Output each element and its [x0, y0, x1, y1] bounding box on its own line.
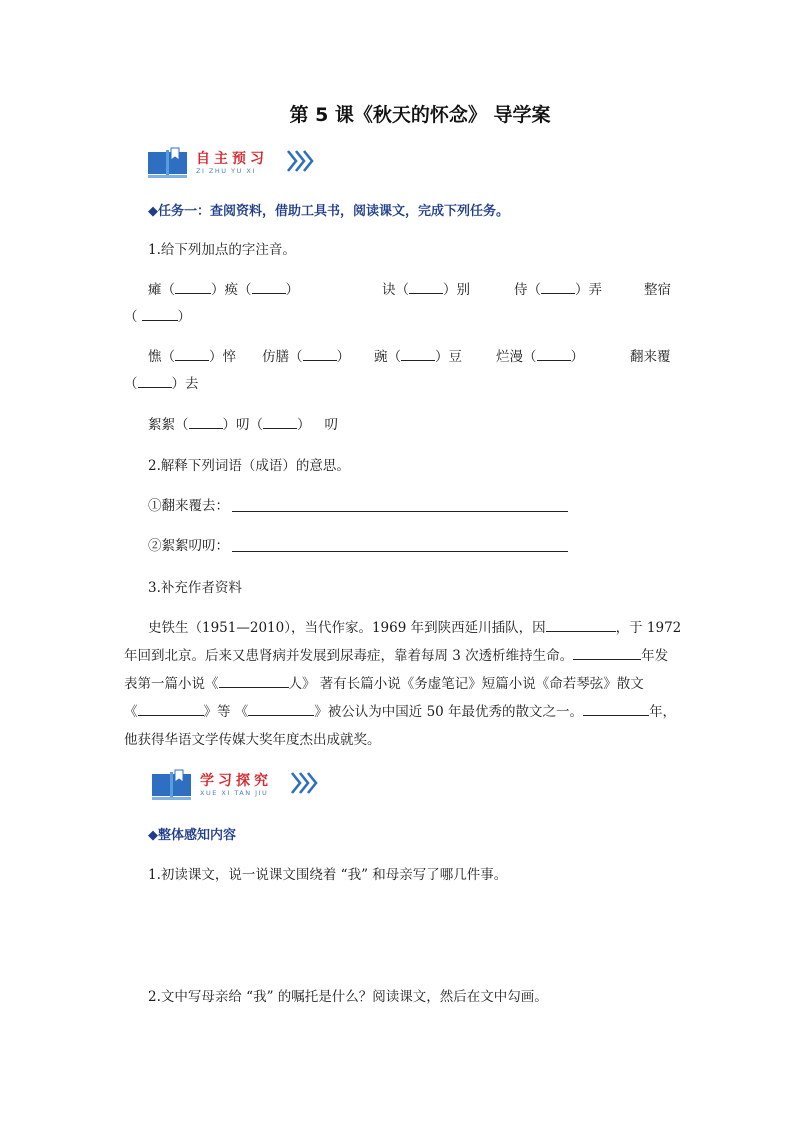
answer-blank[interactable] [537, 346, 571, 361]
pinyin-item-fanlaifuqu-blank: （ ）去 [124, 373, 199, 395]
page-title: 第 5 课《秋天的怀念》 导学案 [289, 104, 551, 126]
section-pinyin: XUE XI TAN JIU [200, 789, 269, 797]
answer-blank[interactable] [248, 701, 314, 716]
section-label: 自主预习 [196, 151, 268, 167]
answer-blank[interactable] [138, 373, 172, 388]
answer-blank[interactable] [189, 414, 223, 429]
question-3-heading: 3.补充作者资料 [148, 580, 242, 596]
answer-line[interactable] [232, 551, 568, 552]
author-bio-line-2: 年回到北京。后来又患肾病并发展到尿毒症，靠着每周 3 次透析维持生命。 年发 [124, 645, 668, 667]
pinyin-item-xuxudaodao: 絮絮（ ）叨（ ） 叨 [148, 414, 338, 436]
pinyin-item-juebie: 诀（ ）别 [382, 279, 470, 301]
pinyin-item-fanlaifuqu: 翻来覆 [630, 349, 671, 365]
book-icon [148, 146, 190, 182]
pinyin-item-fangshan: 仿膳（ ） [262, 346, 350, 368]
answer-blank[interactable] [138, 701, 204, 716]
answer-blank[interactable] [573, 645, 641, 660]
chevrons-right-icon [286, 148, 316, 174]
author-bio-line-4: 《 》等 《 》被公认为中国近 50 年最优秀的散文之一。 年， [124, 701, 676, 723]
answer-blank[interactable] [583, 701, 649, 716]
question-2-heading: 2.解释下列词语（成语）的意思。 [148, 458, 350, 474]
book-icon [152, 768, 194, 804]
answer-blank[interactable] [541, 279, 575, 294]
section-header-preview [148, 146, 318, 182]
chevrons-right-icon [290, 770, 320, 796]
answer-blank[interactable] [401, 346, 435, 361]
pinyin-item-tanhuan: 瘫（ ）痪（ ） [148, 279, 299, 301]
answer-blank[interactable] [175, 279, 211, 294]
answer-blank[interactable] [219, 673, 289, 688]
define-item-2-label: ②絮絮叨叨： [148, 538, 229, 554]
answer-blank[interactable] [142, 306, 178, 321]
answer-blank[interactable] [175, 346, 209, 361]
section-pinyin: ZI ZHU YU XI [196, 167, 256, 175]
question-5: 2.文中写母亲给 “我” 的嘱托是什么？阅读课文，然后在文中勾画。 [148, 989, 548, 1005]
section-header-explore [152, 768, 322, 804]
author-bio-line-3: 表第一篇小说《 人》 著有长篇小说《务虚笔记》短篇小说《命若琴弦》散文 [124, 673, 644, 695]
pinyin-item-wandou: 豌（ ）豆 [374, 346, 462, 368]
pinyin-item-lanman: 烂漫（ ） [496, 346, 584, 368]
pinyin-item-qiaocui: 憔（ ）悴 [148, 346, 236, 368]
task-one-heading: ◆任务一：查阅资料，借助工具书，阅读课文，完成下列任务。 [148, 204, 509, 219]
question-1-heading: 1.给下列加点的字注音。 [148, 242, 296, 258]
answer-blank[interactable] [252, 279, 286, 294]
task-two-heading: ◆整体感知内容 [148, 828, 236, 843]
answer-blank[interactable] [409, 279, 443, 294]
answer-blank[interactable] [303, 346, 337, 361]
author-bio-line-1: 史铁生（1951—2010），当代作家。1969 年到陕西延川插队，因 ，于 1972 [148, 617, 681, 639]
answer-blank[interactable] [546, 617, 616, 632]
pinyin-item-shinong: 侍（ ）弄 [514, 279, 602, 301]
pinyin-item-zhengxiu-blank: （ ） [124, 306, 191, 328]
pinyin-item-zhengxiu: 整宿 [644, 282, 671, 298]
define-item-1-label: ①翻来覆去： [148, 498, 229, 514]
section-label: 学习探究 [200, 773, 272, 789]
answer-line[interactable] [232, 511, 568, 512]
question-4: 1.初读课文，说一说课文围绕着 “我” 和母亲写了哪几件事。 [148, 867, 508, 883]
author-bio-line-5: 他获得华语文学传媒大奖年度杰出成就奖。 [124, 732, 381, 748]
answer-blank[interactable] [263, 414, 297, 429]
